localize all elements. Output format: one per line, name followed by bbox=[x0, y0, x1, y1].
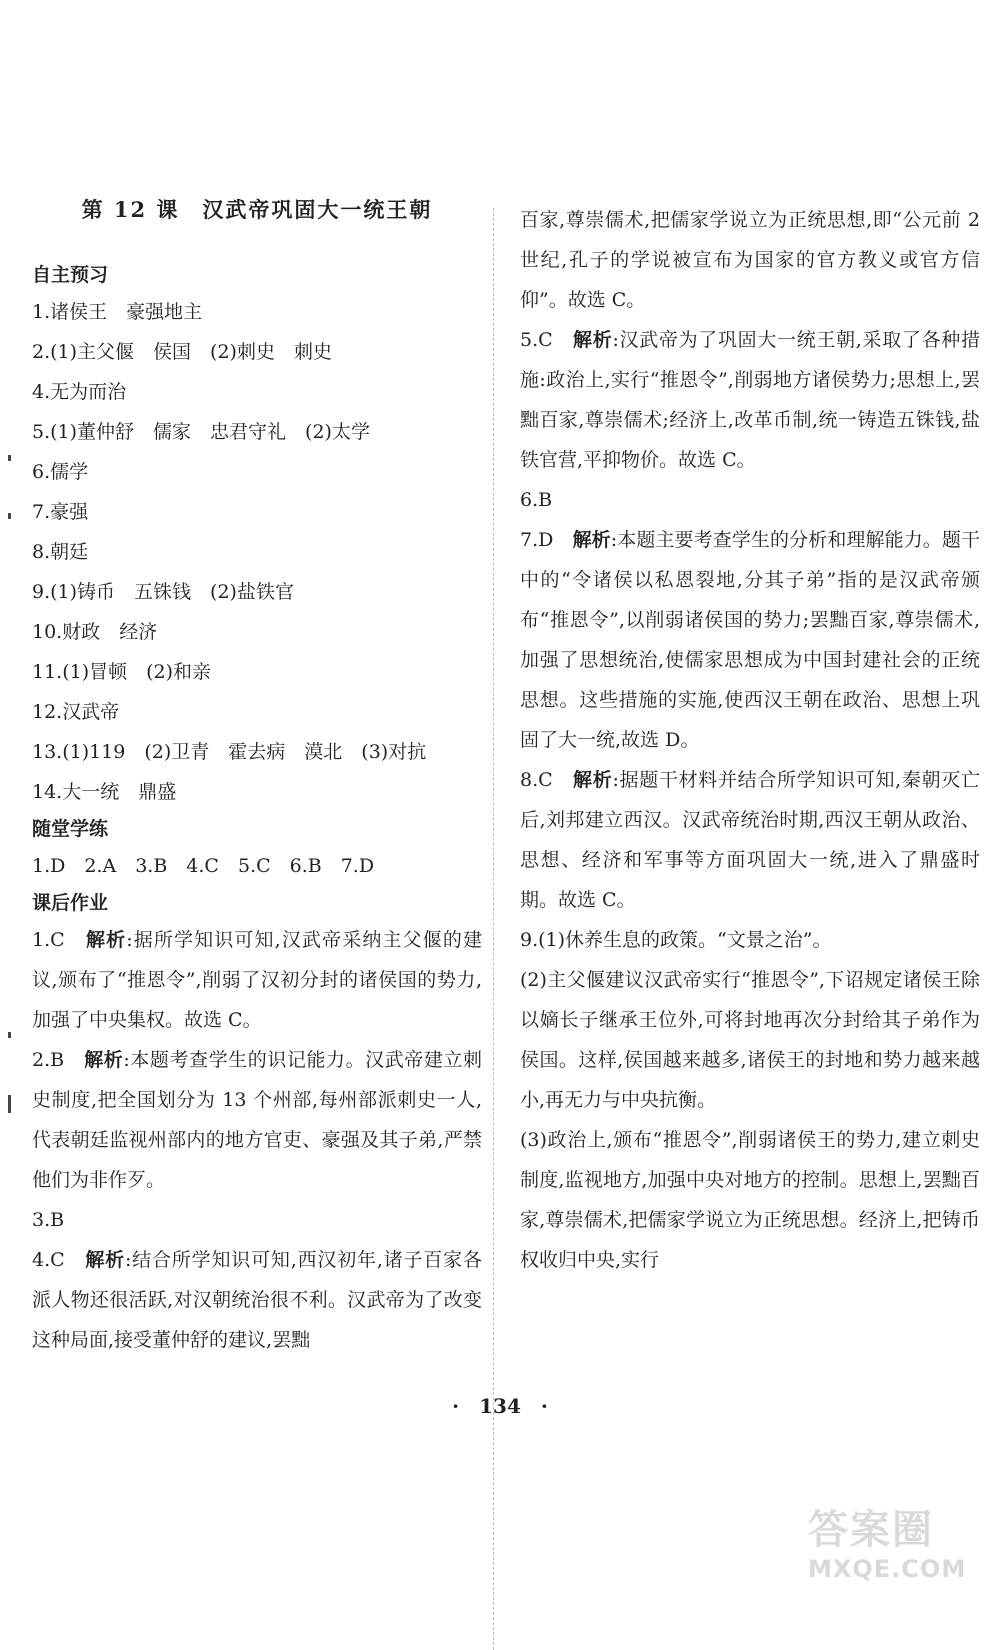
answer-item bbox=[520, 520, 980, 760]
answer-item bbox=[520, 920, 980, 960]
analysis-label: 解析 bbox=[85, 1249, 125, 1271]
watermark-url: MXQE.COM bbox=[808, 1555, 967, 1583]
preview-item: 10.财政 经济 bbox=[32, 621, 158, 643]
preview-item: 6.儒学 bbox=[32, 461, 89, 483]
preview-item: 2.(1)主父偃 侯国 (2)刺史 刺史 bbox=[32, 341, 332, 363]
scan-mark bbox=[8, 1032, 11, 1038]
answer-number: 3.B bbox=[32, 1209, 65, 1231]
answer-text: :本题考查学生的识记能力。汉武帝建立刺史制度,把全国划分为 13 个州部,每州部派刺史一人,代表朝廷监视州部内的地方官吏、豪强及其子弟,严禁他们为非作歹。 bbox=[32, 1049, 482, 1191]
answer-text: :据所学知识可知,汉武帝采纳主父偃的建议,颁布了“推恩令”,削弱了汉初分封的诸侯国的势力,加强了中央集权。故选 C。 bbox=[32, 929, 482, 1031]
answer-number: 4.C bbox=[32, 1249, 86, 1271]
right-column bbox=[520, 200, 980, 1280]
answer-text: :结合所学知识可知,西汉初年,诸子百家各派人物还很活跃,对汉朝统治很不利。汉武帝为了改变这种局面,接受董仲舒的建议,罢黜 bbox=[32, 1249, 482, 1351]
answer-text: :汉武帝为了巩固大一统王朝,采取了各种措施:政治上,实行“推恩令”,削弱地方诸侯势力;思想上,罢黜百家,尊崇儒术;经济上,改革币制,统一铸造五铢钱,盐铁官营,平抑物价。故选 C。 bbox=[520, 329, 980, 471]
answer-item bbox=[32, 1200, 482, 1240]
preview-item: 9.(1)铸币 五铢钱 (2)盐铁官 bbox=[32, 581, 294, 603]
left-column bbox=[32, 190, 482, 1360]
answer-number: 1.C bbox=[32, 929, 86, 951]
homework-right-list bbox=[520, 320, 980, 960]
answer-item bbox=[32, 1240, 482, 1360]
answer-item bbox=[520, 480, 980, 520]
answer-9-part: (3)政治上,颁布“推恩令”,削弱诸侯王的势力,建立刺史制度,监视地方,加强中央对地方的控制。思想上,罢黜百家,尊崇儒术,把儒家学说立为正统思想。经济上,把铸币权收归中央,实行 bbox=[520, 1129, 980, 1271]
column-divider bbox=[493, 208, 494, 1650]
watermark-logo bbox=[808, 1498, 988, 1593]
answer-item bbox=[32, 1040, 482, 1200]
practice-answers: 1.D 2.A 3.B 4.C 5.C 6.B 7.D bbox=[32, 855, 375, 877]
section-homework: 课后作业 bbox=[32, 892, 109, 914]
lesson-title: 第 12 课 汉武帝巩固大一统王朝 bbox=[81, 197, 433, 222]
page-number: · 134 · bbox=[452, 1394, 548, 1418]
preview-item: 8.朝廷 bbox=[32, 541, 89, 563]
preview-item: 12.汉武帝 bbox=[32, 701, 120, 723]
answer-text: :本题主要考查学生的分析和理解能力。题干中的“令诸侯以私恩裂地,分其子弟”指的是汉武帝颁布“推恩令”,以削弱诸侯国的势力;罢黜百家,尊崇儒术,加强了思想统治,使儒家思想成为中国封建社会的正统思想。这些措施的实施,使西汉王朝在政治、思想上巩固了大一统,故选 D。 bbox=[520, 529, 980, 751]
scan-mark bbox=[8, 455, 11, 461]
preview-item: 5.(1)董仲舒 儒家 忠君守礼 (2)太学 bbox=[32, 421, 370, 443]
preview-list bbox=[32, 292, 482, 812]
preview-item: 7.豪强 bbox=[32, 501, 89, 523]
watermark-text: 答案圈 bbox=[808, 1507, 934, 1553]
answer-4-continued: 百家,尊崇儒术,把儒家学说立为正统思想,即“公元前 2 世纪,孔子的学说被宣布为国家的官方教义或官方信仰”。故选 C。 bbox=[520, 209, 980, 311]
preview-item: 11.(1)冒顿 (2)和亲 bbox=[32, 661, 212, 683]
answer-text: (1)休养生息的政策。“文景之治”。 bbox=[538, 929, 832, 951]
analysis-label: 解析 bbox=[573, 329, 613, 351]
preview-item: 14.大一统 鼎盛 bbox=[32, 781, 177, 803]
answer-number: 9. bbox=[520, 929, 539, 951]
answer-9-parts bbox=[520, 960, 980, 1280]
analysis-label: 解析 bbox=[85, 929, 127, 951]
section-preview: 自主预习 bbox=[32, 264, 109, 286]
answer-number: 6.B bbox=[520, 489, 553, 511]
answer-number: 7.D bbox=[520, 529, 573, 551]
analysis-label: 解析 bbox=[572, 529, 611, 551]
analysis-label: 解析 bbox=[573, 769, 613, 791]
answer-item bbox=[520, 760, 980, 920]
answer-number: 5.C bbox=[520, 329, 574, 351]
answer-9-part: (2)主父偃建议汉武帝实行“推恩令”,下诏规定诸侯王除以嫡长子继承王位外,可将封地再次分封给其子弟作为侯国。这样,侯国越来越多,诸侯王的封地和势力越来越小,再无力与中央抗衡。 bbox=[520, 969, 980, 1111]
answer-number: 2.B bbox=[32, 1049, 85, 1071]
scan-mark bbox=[8, 1095, 11, 1113]
preview-item: 13.(1)119 (2)卫青 霍去病 漠北 (3)对抗 bbox=[32, 741, 427, 763]
answer-item bbox=[520, 320, 980, 480]
preview-item: 4.无为而治 bbox=[32, 381, 127, 403]
preview-item: 1.诸侯王 豪强地主 bbox=[32, 301, 203, 323]
scan-mark bbox=[8, 513, 11, 519]
homework-left-list bbox=[32, 920, 482, 1360]
answer-item bbox=[32, 920, 482, 1040]
answer-text: :据题干材料并结合所学知识可知,秦朝灭亡后,刘邦建立西汉。汉武帝统治时期,西汉王朝从政治、思想、经济和军事等方面巩固大一统,进入了鼎盛时期。故选 C。 bbox=[520, 769, 980, 911]
section-practice: 随堂学练 bbox=[32, 818, 109, 840]
analysis-label: 解析 bbox=[84, 1049, 124, 1071]
answer-number: 8.C bbox=[520, 769, 574, 791]
